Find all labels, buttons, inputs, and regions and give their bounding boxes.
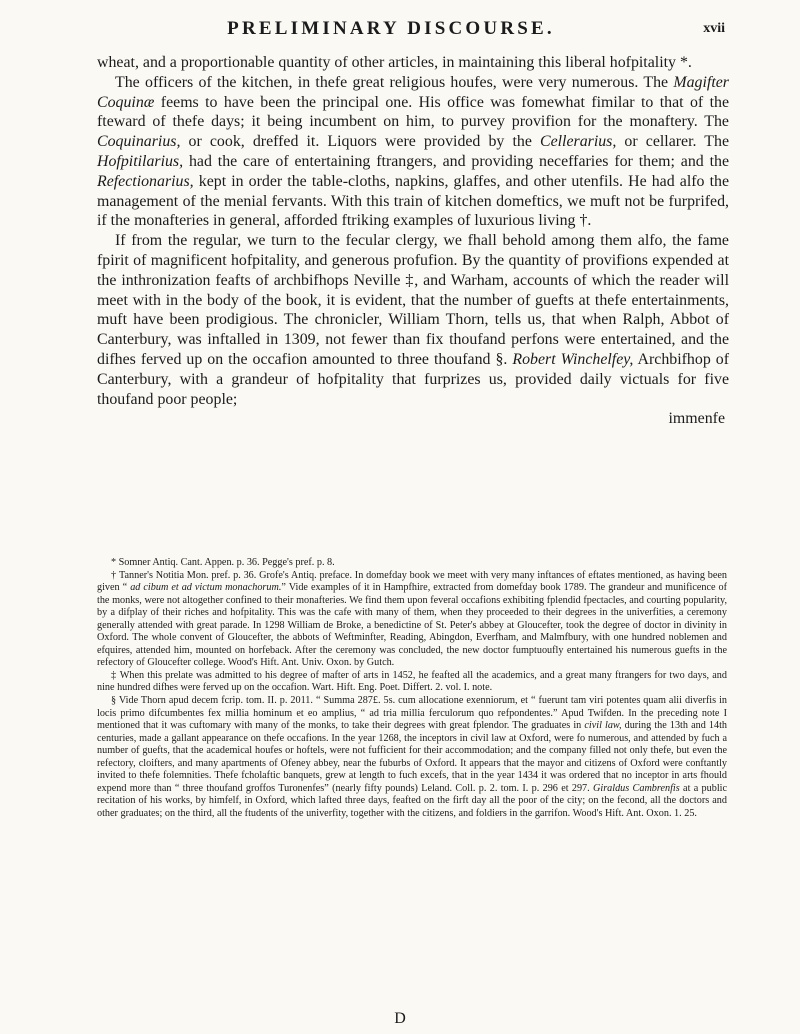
catchword: immenfe [668, 410, 725, 428]
footnote-section-text-c: at a public recitation of his works, by himfelf, in Oxford, which lafted three days, feafted on the firft day all the poor of the city; on the fecond, all the doctors and other graduates; on the third, all the ftudents of the univerfity, together with the citizens, and foldiers in the garrifon. Wood's Hift. Ant. Oxon. 1. 25. [97, 782, 728, 819]
running-head [97, 14, 725, 44]
footnote-section-civil-law: civil law, [584, 720, 622, 732]
page-number: xvii [703, 21, 725, 36]
term-magister-coquinae: Magifter Coquinæ [97, 73, 729, 111]
signature-mark: D [394, 1010, 406, 1027]
footnote-dagger [97, 570, 727, 670]
paragraph-3-text-a: If from the regular, we turn to the fecular clergy, we fhall behold among them alfo, the fame fpirit of magnificent hofpitality, and generous profufion. By the quantity of provifions expended at the inthronization feafts of archbifhops Neville ‡, and Warham, accounts of which the reader will meet with in the body of the book, it is evident, that the number of guefts at thefe entertainments, muft have been prodigious. The chronicler, William Thorn, tells us, that when Ralph, Abbot of Canterbury, was inftalled in 1309, not fewer than fix thoufand perfons were entertained, and the difhes ferved up on the occafion amounted to three thoufand §. [97, 232, 729, 368]
paragraph-2-text-c: or cook, dreffed it. Liquors were provided by the [180, 133, 540, 151]
paragraph-1-text: wheat, and a proportionable quantity of other articles, in maintaining this liberal hofpitality *. [97, 54, 692, 71]
footnote-dagger-text-b: ” Vide examples of it in Hampfhire, extracted from domefday book 1789. The grandeur and munificence of the monks, were not altogether confined to their monafteries. We find them upon feveral occafions exhibiting fplendid fpectacles, and courting popularity, by a difplay of their riches and hofpitality. This was the cafe with many of them, when they proceeded to their degrees in the univerfities, a ceremony generally attended with great parade. In 1298 William de Broke, a benedictine of St. Peter's abbey at Gloucefter, took the degree of doctor in divinity in Oxford. The whole convent of Gloucefter, the abbots of Weftminfter, Reading, Abingdon, Everfham, and Malmfbury, with one hundred noblemen and efquires, attended him, mounted on horfeback. After the ceremony was concluded, the new doctor fumptuoufly entertained his numerous guefts in the refectory of Gloucefter college. Wood's Hift. Ant. Univ. Oxon. by Gutch. [97, 582, 728, 669]
footnote-section-text-b: during the 13th and 14th centuries, made a gallant appearance on thefe occafions. In the year 1268, the inceptors in civil law at Oxford, were fo numerous, and attended by fuch a number of guefts, that the academical houfes or hoftels, were not fufficient for their accommodation; and the company filled not only thefe, but even the refectory, cloifters, and many apartments of Ofeney abbey, near the fuburbs of Oxford. It appears that the mayor and citizens of Oxford were conftantly invited to thefe folemnities. Thefe fcholaftic banquets, grew at length to fuch excefs, that in the year 1434 it was ordered that no inceptor in arts fhould expend more than “ three thoufand groffos Turonenfes” (nearly fifty pounds) Leland. Coll. p. 2. tom. I. p. 296 et 297. [97, 720, 728, 794]
footnote-section-text-a: § Vide Thorn apud decem fcrip. tom. II. p. 2011. “ Summa 287£. 5s. cum allocatione exenniorum, et “ fuerunt tam viri potentes quam alii diverfis in locis primo difcumbentes fex millia hominum et eo amplius, “ ad tria millia ferculorum quo refpondentes.” Apud Twifden. In the preceding note I mentioned that it was cuftomary with many of the monks, to take their degrees with great fplendor. The graduates in [97, 695, 727, 732]
footnote-dagger-text-a: † Tanner's Notitia Mon. pref. p. 36. Grofe's Antiq. preface. In domefday book we meet with very many inftances of eftates mentioned, as having been given “ [97, 569, 727, 594]
term-hospitilarius: Hofpitilarius, [97, 152, 184, 170]
footnote-double-dagger: ‡ When this prelate was admitted to his degree of mafter of arts in 1452, he feafted all the academics, and a great many ftrangers for two days, and nine hundred difhes were ferved up on the occafion. Wart. Hift. Eng. Poet. Differt. 2. vol. I. note. [97, 669, 727, 694]
name-robert-winchelsey: Robert Winchelfey, [512, 350, 634, 368]
term-cellerarius: Cellerarius, [539, 133, 617, 151]
footnote-dagger-latin: ad cibum et ad victum monachorum. [130, 582, 282, 594]
paragraph-2-text-d: or cellarer. The [616, 133, 729, 151]
running-title: PRELIMINARY DISCOURSE. [227, 18, 555, 39]
paragraph-3-text-b: Archbifhop of Canterbury, with a grandeur of hofpitality that furprizes us, provided daily victuals for five thoufand poor people; [97, 350, 729, 408]
term-refectionarius: Refectionarius, [97, 172, 194, 190]
main-text [97, 53, 729, 429]
paragraph-3 [97, 231, 729, 409]
paragraph-2 [97, 73, 729, 231]
footnotes [97, 557, 727, 820]
footnote-section-giraldus: Giraldus Cambrenfis [593, 782, 680, 794]
paragraph-2-text-f: kept in order the table-cloths, napkins, glaffes, and other utenfils. He had alfo the management of the menial fervants. With this train of kitchen domeftics, we muft not be furprifed, if the monafteries in general, afforded ftriking examples of luxurious living †. [97, 172, 729, 230]
paragraph-1 [97, 53, 729, 73]
paragraph-2-text-a: The officers of the kitchen, in thefe great religious houfes, were very numerous. The [115, 73, 674, 91]
paragraph-2-text-b: feems to have been the principal one. His office was fomewhat fimilar to that of the fteward of thefe days; it being incumbent on him, to purvey provifion for the monaftery. The [97, 93, 729, 131]
term-coquinarius: Coquinarius, [97, 133, 181, 151]
footnote-section [97, 695, 727, 820]
paragraph-2-text-e: had the care of entertaining ftrangers, and providing neceffaries for them; and the [183, 152, 729, 170]
footnote-star: * Somner Antiq. Cant. Appen. p. 36. Pegge's pref. p. 8. [111, 557, 335, 568]
